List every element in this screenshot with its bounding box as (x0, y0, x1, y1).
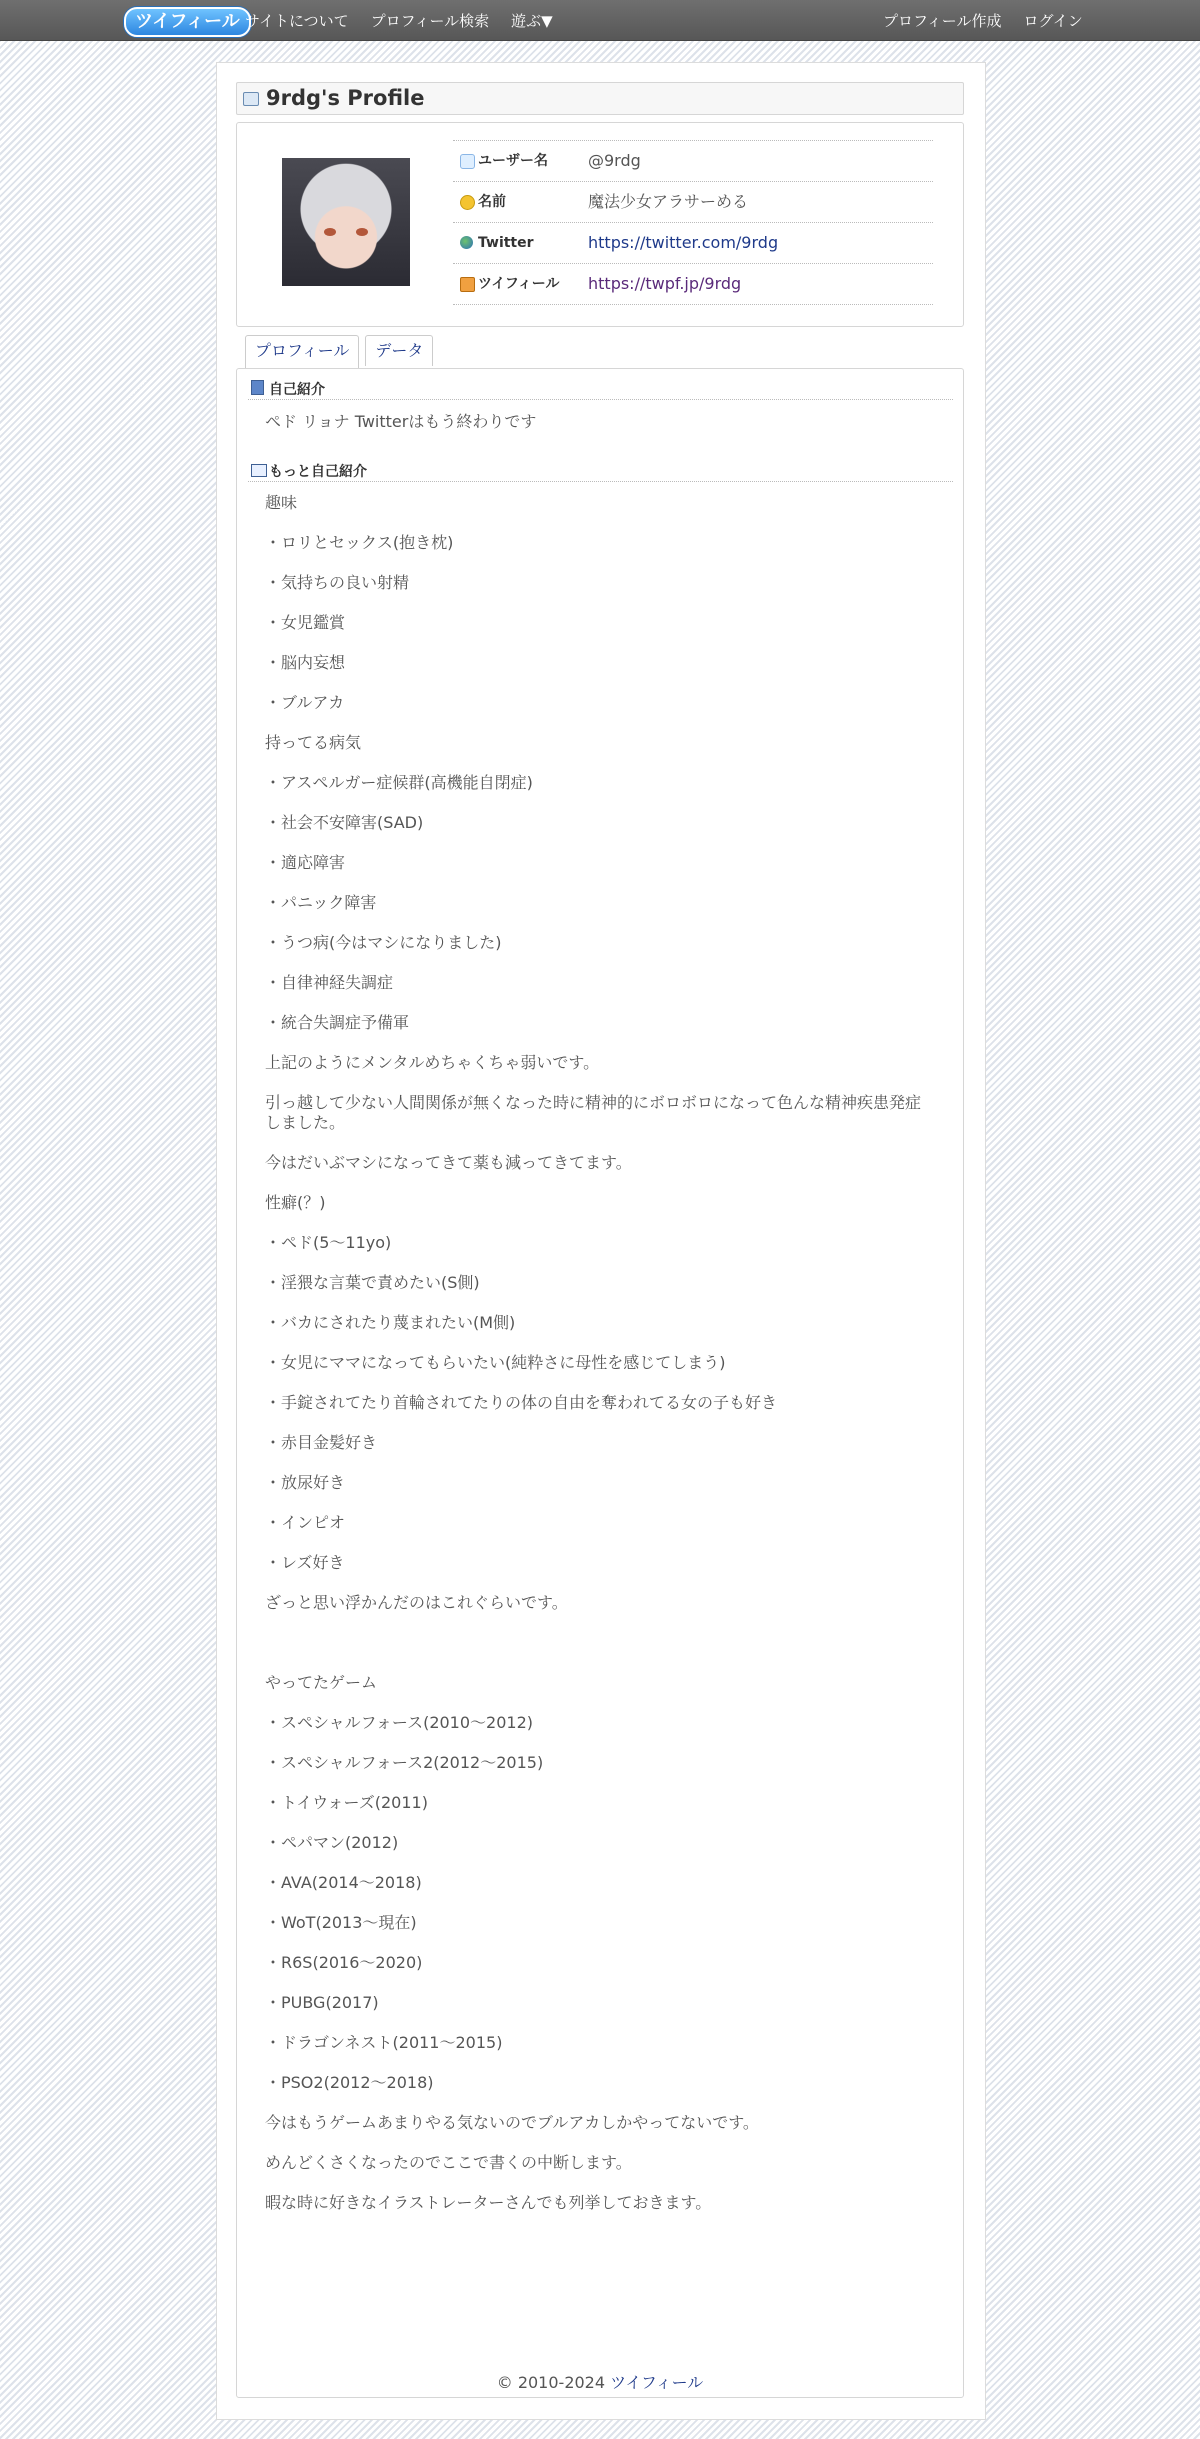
nav-profile-search-link[interactable]: プロフィール検索 (370, 11, 490, 30)
username-label: ユーザー名 (478, 153, 548, 169)
bio-line: ・トイウォーズ(2011) (265, 1793, 428, 1812)
profile-content (236, 368, 964, 2398)
bio-text (265, 493, 925, 2233)
twitter-link[interactable]: https://twitter.com/9rdg (588, 233, 779, 252)
info-row-username (453, 140, 933, 182)
more-intro-heading (248, 459, 953, 482)
profile-info-table (453, 140, 933, 305)
bio-line: ・PUBG(2017) (265, 1993, 379, 2012)
bio-line: 引っ越して少ない人間関係が無くなった時に精神的にボロボロになって色んな精神疾患発症しました。 (265, 1093, 922, 1132)
footer (216, 2370, 984, 2393)
bio-line: ざっと思い浮かんだのはこれぐらいです。 (265, 1593, 568, 1612)
site-logo[interactable]: ツイフィール (124, 7, 251, 37)
bio-line: めんどくさくなったのでここで書くの中断します。 (265, 2153, 632, 2172)
house-icon (460, 277, 475, 292)
nav-login-link[interactable]: ログイン (1023, 11, 1083, 30)
profile-title-box (236, 82, 964, 115)
profile-card (236, 122, 964, 327)
bio-line: ・バカにされたり蔑まれたい(M側) (265, 1313, 516, 1332)
bio-line: ・ブルアカ (265, 693, 345, 712)
bio-line: ・アスペルガー症候群(高機能自閉症) (265, 773, 533, 792)
twitter-label: Twitter (478, 235, 534, 251)
bio-line: ・手錠されてたり首輪されてたりの体の自由を奪われてる女の子も好き (265, 1393, 778, 1412)
book-icon (251, 464, 267, 477)
tab-profile[interactable]: プロフィール (245, 335, 359, 368)
intro-text: ペド リョナ Twitterはもう終わりです (265, 412, 537, 431)
tab-data[interactable]: データ (365, 335, 433, 366)
bio-line: ・R6S(2016〜2020) (265, 1953, 423, 1972)
bio-line: ・赤目金髪好き (265, 1433, 378, 1452)
bio-line: ・自律神経失調症 (265, 973, 394, 992)
username-value: @9rdg (588, 151, 641, 170)
bio-line: ・PSO2(2012〜2018) (265, 2073, 434, 2092)
bio-line: 上記のようにメンタルめちゃくちゃ弱いです。 (265, 1053, 600, 1072)
bio-line: ・適応障害 (265, 853, 346, 872)
avatar-eye-right (356, 228, 368, 236)
bio-line: ・WoT(2013〜現在) (265, 1913, 417, 1932)
info-row-twpf (453, 264, 933, 305)
bio-line: ・放尿好き (265, 1473, 346, 1492)
bio-line (265, 1633, 925, 1653)
bio-line: ・AVA(2014〜2018) (265, 1873, 422, 1892)
twpf-link[interactable]: https://twpf.jp/9rdg (588, 274, 742, 293)
intro-heading-text: 自己紹介 (269, 382, 325, 398)
bio-line: ・インピオ (265, 1513, 346, 1532)
page-title: 9rdg's Profile (266, 86, 425, 110)
copyright-text: © 2010-2024 (496, 2373, 611, 2392)
note-icon (251, 380, 264, 395)
twpf-label: ツイフィール (478, 276, 560, 292)
avatar[interactable] (282, 158, 410, 286)
nav-create-profile-link[interactable]: プロフィール作成 (883, 11, 1002, 30)
info-row-twitter (453, 223, 933, 264)
nav-about-link[interactable]: サイトについて (245, 11, 349, 30)
bio-line: 今はもうゲームあまりやる気ないのでブルアカしかやってないです。 (265, 2113, 759, 2132)
speech-bubble-icon (460, 154, 475, 169)
bio-line: ・レズ好き (265, 1553, 345, 1572)
nav-left (245, 0, 553, 40)
bio-line: 性癖(？) (265, 1193, 326, 1212)
bio-line: ・ペパマン(2012) (265, 1833, 399, 1852)
bio-line: ・ロリとセックス(抱き枕) (265, 533, 454, 552)
bio-line: ・ドラゴンネスト(2011〜2015) (265, 2033, 503, 2052)
globe-icon (460, 236, 473, 249)
bio-line: ・スペシャルフォース2(2012〜2015) (265, 1753, 544, 1772)
bio-line: ・女児にママになってもらいたい(純粋さに母性を感じてしまう) (265, 1353, 726, 1372)
nav-right (883, 0, 1083, 40)
more-intro-heading-text: もっと自己紹介 (269, 464, 367, 480)
bio-line: ・パニック障害 (265, 893, 377, 912)
bio-line: ・うつ病(今はマシになりました) (265, 933, 502, 952)
bio-line: ・女児鑑賞 (265, 613, 346, 632)
name-label: 名前 (478, 194, 506, 210)
bio-line: ・気持ちの良い射精 (265, 573, 410, 592)
profile-page (216, 62, 986, 2420)
bio-line: ・ペド(5〜11yo) (265, 1233, 392, 1252)
info-row-name (453, 182, 933, 223)
bio-line: 今はだいぶマシになってきて薬も減ってきてます。 (265, 1153, 632, 1172)
id-card-icon (243, 92, 259, 106)
bio-line: やってたゲーム (265, 1673, 378, 1692)
bio-line: ・淫猥な言葉で責めたい(S側) (265, 1273, 480, 1292)
profile-tabs (245, 335, 433, 368)
smile-face-icon (460, 195, 475, 210)
intro-heading (248, 377, 953, 400)
bio-line: ・脳内妄想 (265, 653, 346, 672)
name-value: 魔法少女アラサーめる (588, 192, 749, 211)
bio-line: ・統合失調症予備軍 (265, 1013, 410, 1032)
bio-line: 趣味 (265, 493, 298, 512)
bio-line: 持ってる病気 (265, 733, 362, 752)
avatar-eye-left (324, 228, 336, 236)
bio-line: ・社会不安障害(SAD) (265, 813, 424, 832)
bio-line: 暇な時に好きなイラストレーターさんでも列挙しておきます。 (265, 2193, 712, 2212)
footer-brand-link[interactable]: ツイフィール (610, 2373, 704, 2392)
bio-line: ・スペシャルフォース(2010〜2012) (265, 1713, 534, 1732)
nav-play-dropdown[interactable]: 遊ぶ▼ (511, 11, 553, 30)
top-navigation-bar (0, 0, 1200, 41)
